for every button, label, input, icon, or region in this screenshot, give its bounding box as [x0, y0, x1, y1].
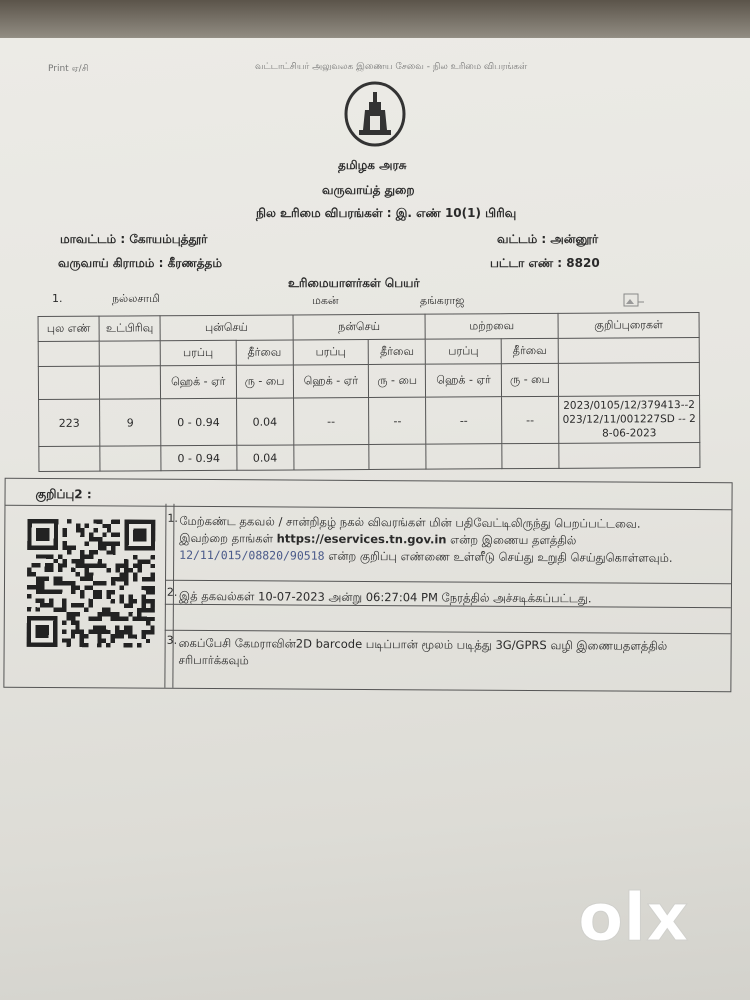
cell-punsei-tax: 0.04: [236, 398, 293, 445]
unit-area: ஹெக் - ஏர்: [426, 364, 502, 397]
total-punsei-tax: 0.04: [236, 445, 293, 470]
cell-punsei-area: 0 - 0.94: [161, 398, 237, 445]
header-remarks: குறிப்புரைகள்: [558, 312, 699, 338]
sub-area: பரப்பு: [293, 340, 369, 365]
sub-tax: தீர்வை: [501, 338, 558, 363]
unit-tax: ரு - பை: [501, 363, 558, 396]
notes-box: [3, 478, 732, 692]
note-1-text: மேற்கண்ட தகவல் / சான்றிதழ் நகல் விவரங்கள் மின் பதிவேட்டிலிருந்து பெறப்பட்டவை. இவற்றை தாங்கள்: [179, 513, 641, 546]
unit-area: ஹெக் - ஏர்: [160, 365, 236, 398]
header-others: மற்றவை: [425, 313, 558, 339]
table-total-row: [39, 442, 700, 471]
note-number: 3.: [166, 633, 178, 647]
divider: [165, 580, 731, 584]
table-units-row: [38, 362, 699, 399]
broken-image-icon: [622, 292, 646, 310]
cell-nansei-area: --: [293, 398, 369, 445]
owner-index: 1.: [52, 292, 63, 305]
sub-area: பரப்பு: [425, 339, 501, 364]
note-number: 2.: [166, 585, 178, 599]
notes-title: குறிப்பு2 :: [35, 486, 92, 502]
note-1: [179, 513, 679, 567]
district-field: மாவட்டம் : கோயம்புத்தூர்: [60, 232, 208, 246]
print-label: Print ஏ/சி: [48, 64, 89, 74]
note-3: கைப்பேசி கேமராவின்2D barcode படிப்பான் மூலம் படித்து 3G/GPRS வழி இணையதளத்தில் சரிபார்க்கவும்: [178, 635, 668, 668]
owner-name: நல்லசாமி: [112, 292, 160, 305]
doc-title: நில உரிமை விபரங்கள் : இ. எண் 10(1) பிரிவு: [256, 206, 517, 220]
village-field: வருவாய் கிராமம் : கீரணத்தம்: [58, 256, 223, 270]
table-row: [39, 395, 700, 446]
header-subdivision: உட்பிரிவு: [99, 316, 160, 341]
header-survey-no: புல எண்: [38, 316, 99, 341]
note-1-text: என்ற இணைய தளத்தில்: [450, 532, 577, 548]
dept-name: வருவாய்த் துறை: [322, 183, 415, 197]
divider: [165, 630, 731, 634]
sub-tax: தீர்வை: [368, 339, 425, 364]
cell-survey: 223: [39, 399, 100, 446]
watermark-text: olx: [578, 882, 689, 952]
unit-tax: ரு - பை: [369, 364, 426, 397]
note-2: இத் தகவல்கள் 10-07-2023 அன்று 06:27:04 PM நேரத்தில் அச்சடிக்கப்பட்டது.: [178, 588, 592, 606]
cell-subdiv: 9: [100, 399, 161, 446]
header-punsei: புன்செய்: [160, 315, 293, 341]
total-punsei-area: 0 - 0.94: [161, 445, 237, 470]
header-nansei: நன்செய்: [293, 314, 426, 340]
eservices-link[interactable]: https://eservices.tn.gov.in: [276, 531, 447, 547]
note-1-text: என்ற குறிப்பு எண்ணை உள்ளீடு செய்து உறுதி செய்துகொள்ளவும்.: [328, 548, 673, 565]
cell-others-tax: --: [501, 396, 558, 443]
gov-name: தமிழக அரசு: [338, 158, 407, 172]
owners-heading: உரிமையாளர்கள் பெயர்: [288, 276, 420, 290]
cell-remarks: 2023/0105/12/379413--2023/12/11/001227SD -- 28-06-2023: [559, 395, 700, 443]
reference-code: 12/11/015/08820/90518: [179, 547, 325, 563]
land-details-table: [38, 312, 701, 472]
tamilnadu-emblem-icon: [343, 80, 407, 150]
olx-watermark-logo: [578, 882, 710, 952]
cell-others-area: --: [426, 397, 502, 444]
patta-field: பட்டா எண் : 8820: [490, 256, 600, 270]
owner-relation: மகன்: [312, 294, 339, 307]
owner-father: தங்கராஜ: [420, 294, 465, 307]
sub-area: பரப்பு: [160, 340, 236, 365]
sub-tax: தீர்வை: [236, 340, 293, 365]
divider: [5, 505, 731, 510]
unit-area: ஹெக் - ஏர்: [293, 365, 369, 398]
taluk-field: வட்டம் : அன்னூர்: [497, 232, 599, 246]
unit-tax: ரு - பை: [236, 365, 293, 398]
qr-code: [27, 519, 156, 648]
note-number: 1.: [167, 511, 178, 525]
service-header: வட்டாட்சியர் அலுவலக இணைய சேவை - நில உரிமை விபரங்கள்: [255, 62, 528, 72]
cell-nansei-tax: --: [369, 397, 426, 444]
